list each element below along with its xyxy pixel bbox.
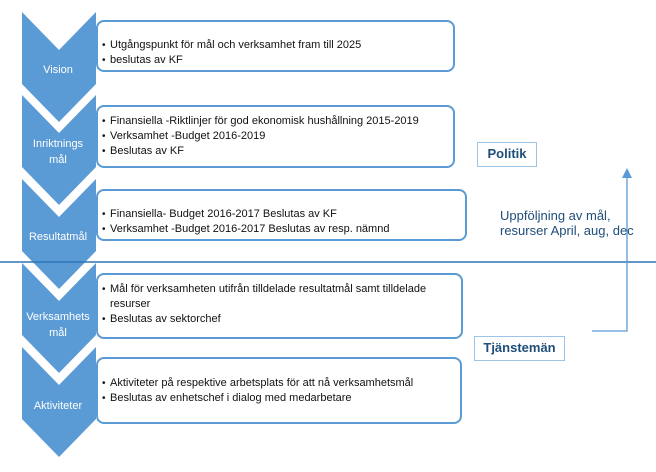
list-item: • Mål för verksamheten utifrån tilldelade resultatmål samt tilldelade resurser <box>102 283 427 310</box>
list-item: • Beslutas av sektorchef <box>102 313 221 325</box>
list-item: • Aktiviteter på respektive arbetsplats för att nå verksamhetsmål <box>102 377 414 389</box>
list-item: • Finansiella -Riktlinjer för god ekonomisk hushållning 2015-2019 <box>102 115 419 127</box>
stage-box-aktiviteter <box>96 357 462 424</box>
stage-label-aktiviteter <box>14 398 102 414</box>
stage-label-vision <box>14 62 102 78</box>
stage-box-vision <box>96 20 455 72</box>
arrow-head-icon <box>622 168 632 178</box>
stage-box-resultatmal <box>96 189 467 241</box>
stage-label-resultatmal <box>14 229 102 245</box>
list-item: • Finansiella- Budget 2016-2017 Beslutas av KF <box>102 208 337 220</box>
followup-note: Uppföljning av mål, resurser April, aug, dec <box>500 208 634 238</box>
stage-label-aktiviteter-text: Aktiviteter <box>33 400 83 412</box>
list-item: • Verksamhet -Budget 2016-2017 Beslutas av resp. nämnd <box>102 223 390 235</box>
politik-tag: Politik <box>477 142 537 167</box>
stage-label-vision-text: Vision <box>43 64 73 76</box>
stage-box-inriktningsmal <box>96 105 455 168</box>
stage-label-inriktningsmal: Inriktnings mål <box>32 138 84 166</box>
stage-box-verksamhetsmal <box>96 273 463 339</box>
list-item: • beslutas av KF <box>102 54 183 66</box>
list-item: • Beslutas av enhetschef i dialog med medarbetare <box>102 392 352 404</box>
followup-arrow-line <box>592 178 627 331</box>
tjansteman-tag: Tjänstemän <box>474 336 565 361</box>
list-item: • Verksamhet -Budget 2016-2019 <box>102 130 266 142</box>
stage-label-verksamhetsmal: Verksamhets mål <box>26 311 90 339</box>
list-item: • Utgångspunkt för mål och verksamhet fram till 2025 <box>102 39 362 51</box>
list-item: • Beslutas av KF <box>102 145 184 157</box>
stage-label-resultatmal-text: Resultatmål <box>28 231 88 243</box>
